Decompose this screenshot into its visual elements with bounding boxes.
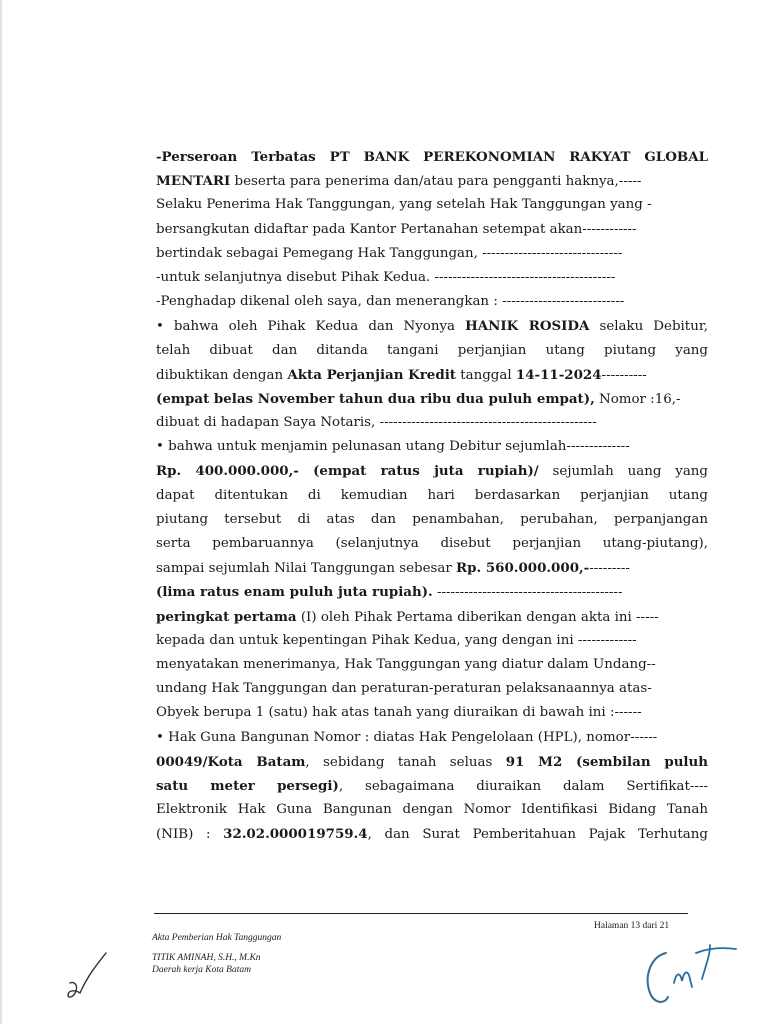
bold-text-span: 00049/Kota Batam bbox=[156, 753, 306, 770]
body-line bbox=[156, 532, 708, 556]
footer-deed-title: Akta Pemberian Hak Tanggungan bbox=[152, 933, 282, 943]
footer-work-area: Daerah kerja Kota Batam bbox=[152, 965, 251, 975]
text-span: , sebidang tanah seluas bbox=[305, 754, 506, 770]
body-line bbox=[156, 242, 708, 266]
body-line bbox=[156, 484, 708, 508]
body-line bbox=[156, 508, 708, 532]
bold-text-span: -Perseroan Terbatas PT BANK PEREKONOMIAN RAKYAT GLOBAL bbox=[156, 149, 708, 165]
body-line bbox=[156, 580, 708, 604]
bold-text-span: Akta Perjanjian Kredit bbox=[287, 366, 456, 383]
deed-body-text bbox=[156, 145, 708, 846]
text-span: -Penghadap dikenal oleh saya, dan menerangkan : --------------------------- bbox=[156, 294, 625, 310]
body-line bbox=[156, 290, 708, 314]
body-line bbox=[156, 459, 708, 483]
body-line bbox=[156, 605, 708, 629]
text-span: ---------- bbox=[601, 367, 647, 383]
text-span: tanggal bbox=[455, 367, 516, 383]
body-line bbox=[156, 169, 708, 193]
bold-text-span: peringkat pertama bbox=[156, 608, 297, 625]
body-line bbox=[156, 677, 708, 701]
text-span: bertindak sebagai Pemegang Hak Tanggungan, ------------------------------- bbox=[156, 245, 623, 261]
text-span: Elektronik Hak Guna Bangunan dengan Nomor Identifikasi Bidang Tanah bbox=[156, 802, 708, 818]
body-line bbox=[156, 218, 708, 242]
body-line bbox=[156, 435, 708, 459]
text-span: , sebagaimana diuraikan dalam Sertifikat---- bbox=[338, 778, 708, 794]
body-line bbox=[156, 822, 708, 846]
body-line bbox=[156, 798, 708, 822]
text-span: Nomor :16,- bbox=[594, 391, 681, 407]
text-span: (NIB) : bbox=[156, 827, 224, 843]
text-span: ----------------------------------------- bbox=[432, 585, 623, 601]
text-span: dibuktikan dengan bbox=[156, 367, 288, 383]
bold-text-span: (empat belas November tahun dua ribu dua puluh empat), bbox=[156, 390, 595, 407]
footer-divider bbox=[154, 913, 688, 914]
body-line bbox=[156, 387, 708, 411]
body-line bbox=[156, 266, 708, 290]
text-span: • Hak Guna Bangunan Nomor : diatas Hak Pengelolaan (HPL), nomor------ bbox=[156, 729, 658, 745]
body-line bbox=[156, 556, 708, 580]
text-span: sampai sejumlah Nilai Tanggungan sebesar bbox=[156, 561, 457, 577]
bold-text-span: 32.02.000019759.4 bbox=[223, 826, 368, 843]
bold-text-span: satu meter persegi) bbox=[156, 777, 339, 794]
bold-text-span: Rp. 400.000.000,- (empat ratus juta rupiah)/ bbox=[156, 463, 539, 480]
body-line bbox=[156, 363, 708, 387]
body-line bbox=[156, 653, 708, 677]
text-span: sejumlah uang yang bbox=[538, 464, 708, 480]
bold-text-span: MENTARI bbox=[156, 173, 231, 190]
text-span: -untuk selanjutnya disebut Pihak Kedua. ---------------------------------------- bbox=[156, 269, 616, 285]
text-span: undang Hak Tanggungan dan peraturan-peraturan pelaksanaannya atas- bbox=[156, 681, 652, 697]
body-line bbox=[156, 726, 708, 750]
body-line bbox=[156, 145, 708, 169]
body-line bbox=[156, 339, 708, 363]
text-span: • bahwa oleh Pihak Kedua dan Nyonya bbox=[156, 319, 466, 335]
text-span: bersangkutan didaftar pada Kantor Pertanahan setempat akan------------ bbox=[156, 221, 637, 237]
bold-text-span: HANIK ROSIDA bbox=[465, 318, 590, 335]
signature-initial bbox=[640, 935, 750, 1015]
footer-notary-name: TITIK AMINAH, S.H., M.Kn bbox=[152, 953, 261, 963]
body-line bbox=[156, 314, 708, 338]
text-span: serta pembaruannya (selanjutnya disebut perjanjian utang-piutang), bbox=[156, 536, 708, 551]
text-span: --------- bbox=[589, 561, 630, 577]
page-edge bbox=[0, 0, 3, 1024]
text-span: beserta para penerima dan/atau para pengganti haknya,----- bbox=[230, 174, 642, 190]
text-span: dibuat di hadapan Saya Notaris, ------------------------------------------------ bbox=[156, 415, 597, 431]
body-line bbox=[156, 629, 708, 653]
text-span: telah dibuat dan ditanda tangani perjanjian utang piutang yang bbox=[156, 342, 708, 358]
bold-text-span: Rp. 560.000.000,- bbox=[456, 560, 590, 577]
body-line bbox=[156, 411, 708, 435]
text-span: Selaku Penerima Hak Tanggungan, yang setelah Hak Tanggungan yang - bbox=[156, 197, 652, 213]
text-span: Obyek berupa 1 (satu) hak atas tanah yang diuraikan di bawah ini :------ bbox=[156, 705, 642, 721]
check-mark-initial bbox=[60, 945, 120, 1005]
body-line bbox=[156, 750, 708, 774]
text-span: • bahwa untuk menjamin pelunasan utang Debitur sejumlah-------------- bbox=[156, 439, 630, 455]
text-span: menyatakan menerimanya, Hak Tanggungan yang diatur dalam Undang-- bbox=[156, 656, 656, 672]
text-span: , dan Surat Pemberitahuan Pajak Terhutang bbox=[367, 827, 708, 843]
page-number: Halaman 13 dari 21 bbox=[594, 921, 670, 931]
text-span: selaku Debitur, bbox=[589, 319, 708, 335]
text-span: (I) oleh Pihak Pertama diberikan dengan akta ini ----- bbox=[296, 609, 659, 625]
text-span: dapat ditentukan di kemudian hari berdasarkan perjanjian utang bbox=[156, 487, 708, 503]
bold-text-span: 14-11-2024 bbox=[515, 366, 602, 383]
body-line bbox=[156, 774, 708, 798]
body-line bbox=[156, 701, 708, 725]
bold-text-span: 91 M2 (sembilan puluh bbox=[505, 753, 708, 770]
text-span: piutang tersebut di atas dan penambahan, perubahan, perpanjangan bbox=[156, 511, 708, 527]
text-span: kepada dan untuk kepentingan Pihak Kedua, yang dengan ini ------------- bbox=[156, 632, 637, 648]
bold-text-span: (lima ratus enam puluh juta rupiah). bbox=[156, 584, 433, 601]
body-line bbox=[156, 193, 708, 217]
